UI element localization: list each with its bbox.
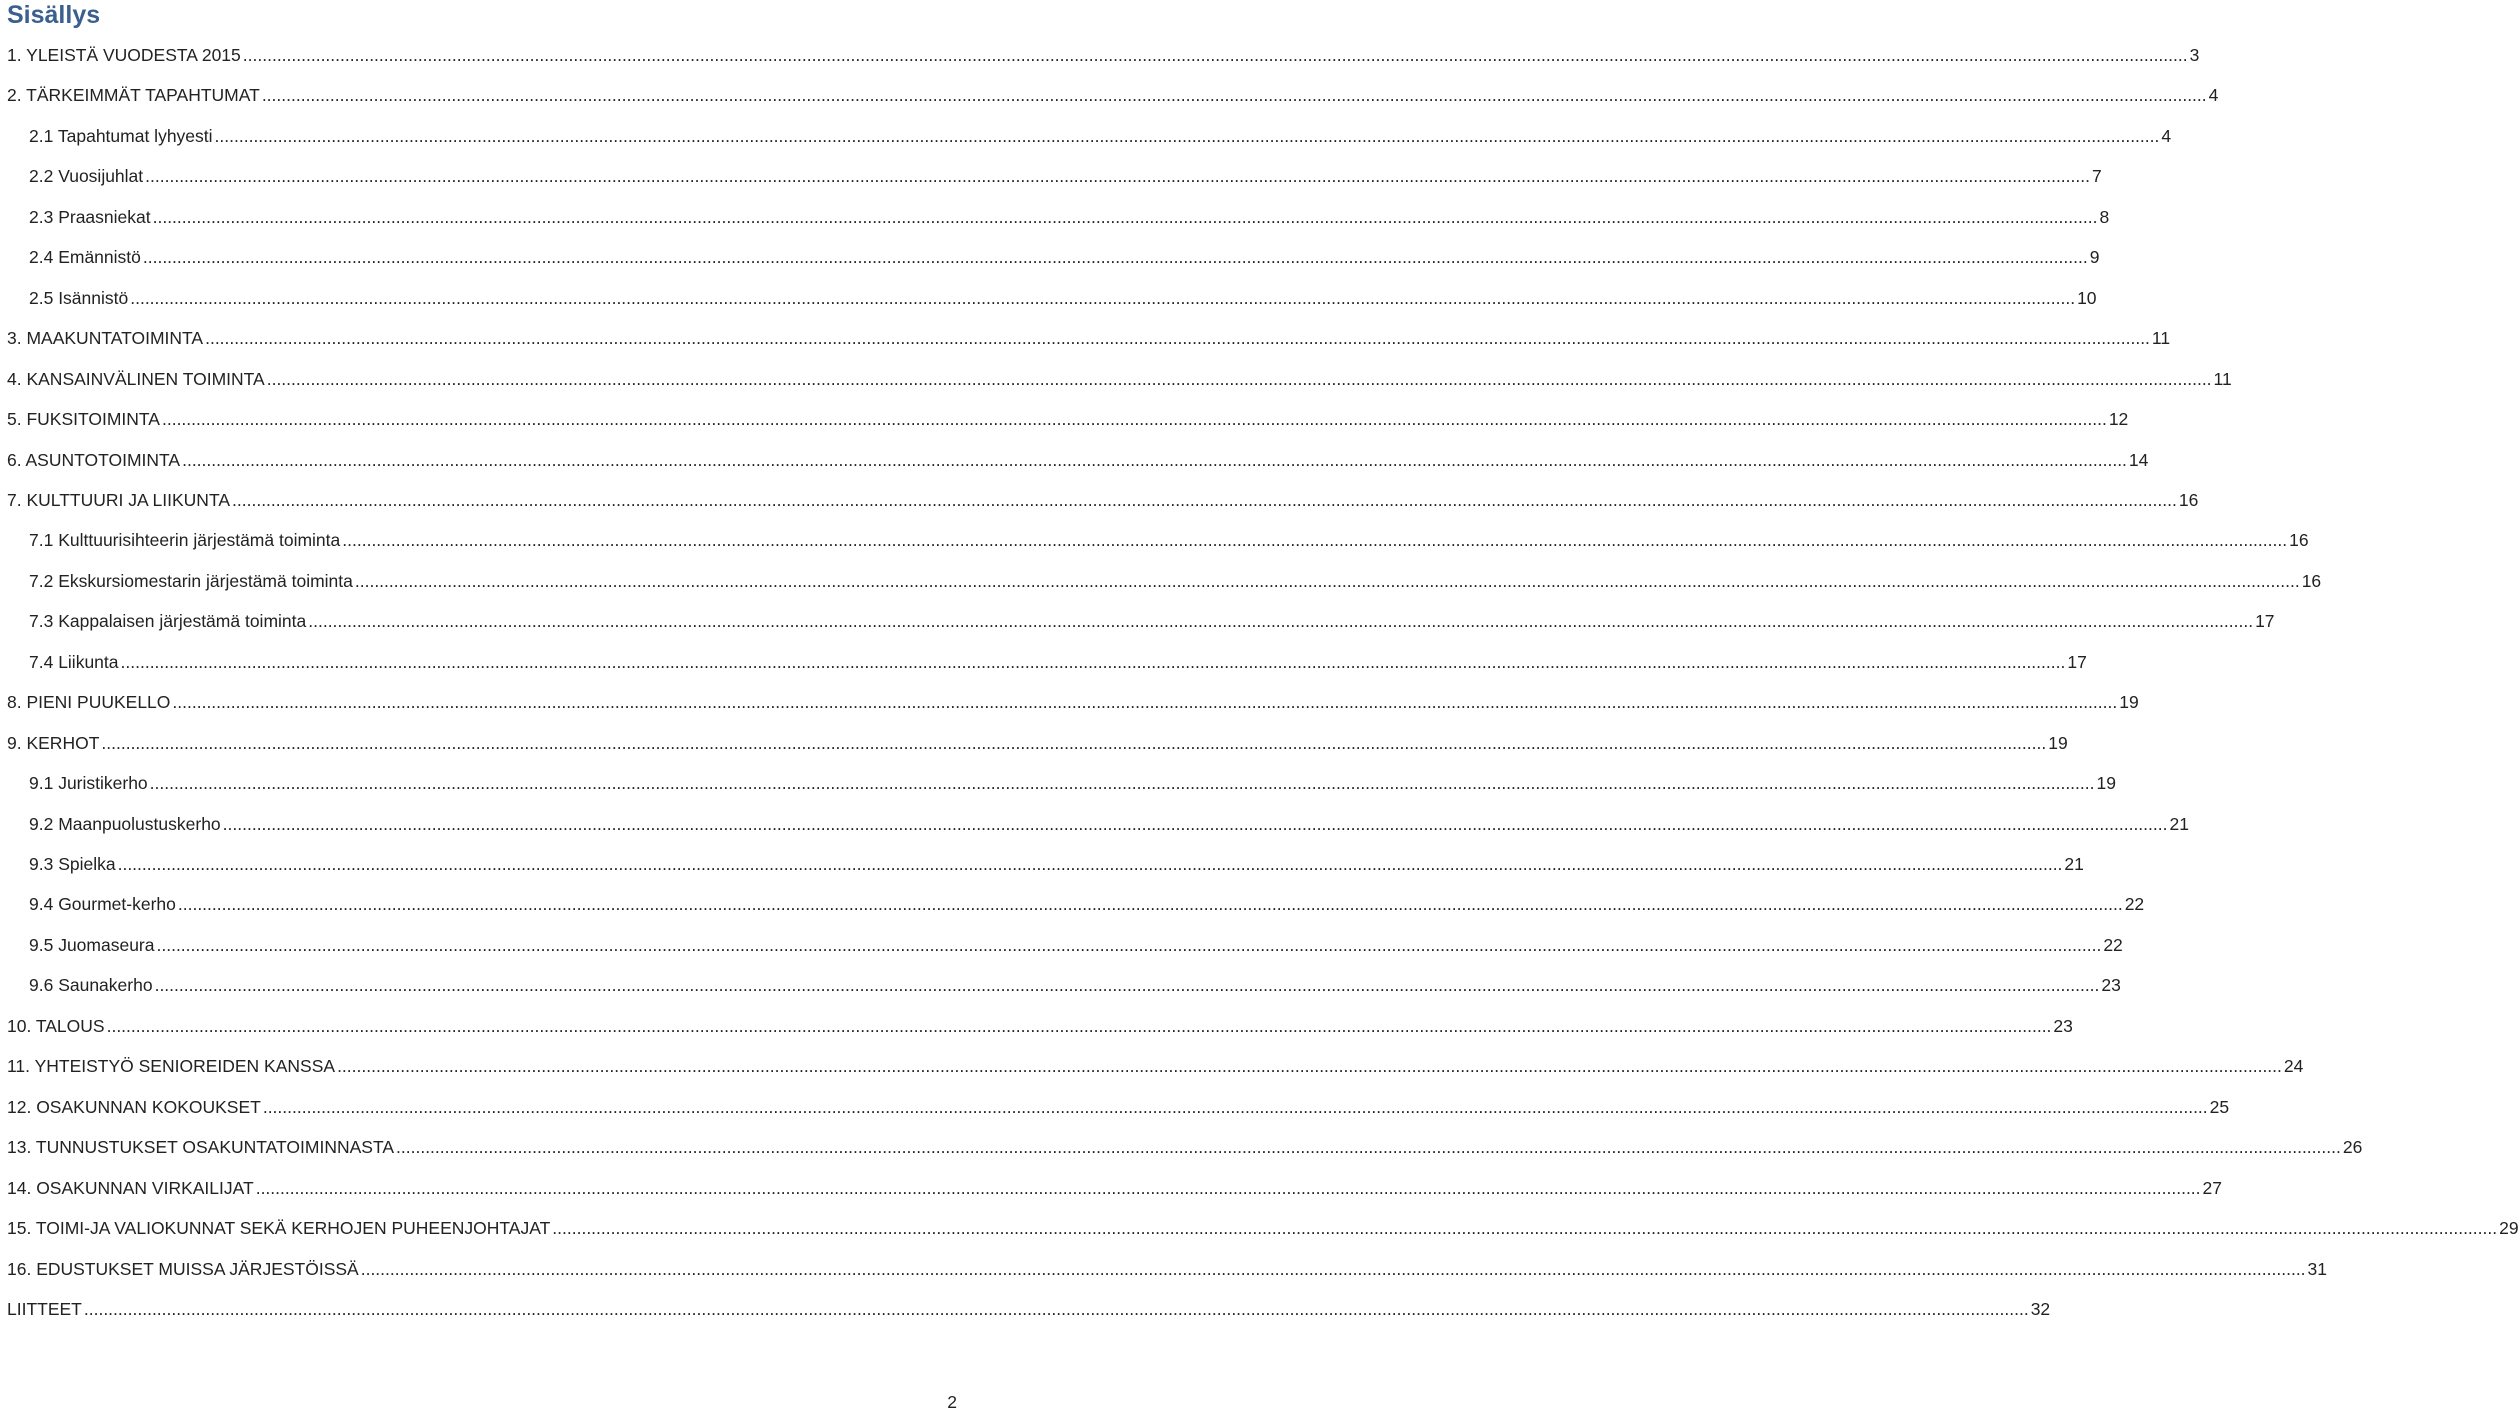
toc-entry-page: 11 — [2151, 328, 2171, 349]
page-number: 2 — [947, 1392, 957, 1412]
toc-dot-leader: ................................................................................................................................................................................................................................................................................................................................................................................................................ — [83, 1298, 2029, 1319]
toc-entry[interactable] — [7, 725, 2068, 755]
toc-entry-label: 2.3 Praasniekat — [29, 206, 151, 227]
toc-entry-label: 9. KERHOT — [7, 732, 100, 753]
toc-entry[interactable] — [29, 806, 2189, 836]
toc-dot-leader: ................................................................................................................................................................................................................................................................................................................................................................................................................ — [205, 328, 2150, 349]
toc-dot-leader: ................................................................................................................................................................................................................................................................................................................................................................................................................ — [152, 206, 2098, 227]
toc-entry-label: 16. EDUSTUKSET MUISSA JÄRJESTÖISSÄ — [7, 1258, 359, 1279]
toc-entry-label: 2.2 Vuosijuhlat — [29, 166, 144, 187]
toc-dot-leader: ................................................................................................................................................................................................................................................................................................................................................................................................................ — [255, 1177, 2201, 1198]
toc-entry[interactable] — [7, 77, 2219, 107]
toc-entry-page: 17 — [2067, 651, 2087, 672]
toc-entry-page: 19 — [2119, 692, 2139, 713]
toc-entry-label: 3. MAAKUNTATOIMINTA — [7, 328, 204, 349]
toc-dot-leader: ................................................................................................................................................................................................................................................................................................................................................................................................................ — [396, 1137, 2341, 1158]
toc-dot-leader: ................................................................................................................................................................................................................................................................................................................................................................................................................ — [154, 975, 2100, 996]
toc-entry[interactable] — [29, 522, 2309, 552]
toc-entry-page: 16 — [2289, 530, 2309, 551]
toc-entry[interactable] — [7, 1089, 2230, 1119]
toc-entry-page: 4 — [2161, 125, 2172, 146]
toc-dot-leader: ................................................................................................................................................................................................................................................................................................................................................................................................................ — [120, 651, 2066, 672]
toc-dot-leader: ................................................................................................................................................................................................................................................................................................................................................................................................................ — [149, 773, 2095, 794]
toc-entry[interactable] — [29, 927, 2123, 957]
toc-entry[interactable] — [29, 199, 2110, 229]
toc-entry[interactable] — [7, 684, 2139, 714]
toc-entry[interactable] — [29, 846, 2084, 876]
toc-entry-label: 9.2 Maanpuolustuskerho — [29, 813, 221, 834]
toc-entry[interactable] — [29, 563, 2322, 593]
toc-dot-leader: ................................................................................................................................................................................................................................................................................................................................................................................................................ — [145, 166, 2090, 187]
toc-entry-label: 12. OSAKUNNAN KOKOUKSET — [7, 1096, 261, 1117]
toc-entry-page: 9 — [2089, 247, 2100, 268]
toc-entry[interactable] — [29, 603, 2275, 633]
toc-entry-page: 16 — [2301, 570, 2322, 591]
toc-entry-page: 32 — [2030, 1298, 2051, 1319]
toc-entry-label: 9.6 Saunakerho — [29, 975, 153, 996]
toc-entry-page: 31 — [2307, 1258, 2328, 1279]
toc-entry-label: 2.5 Isännistö — [29, 287, 129, 308]
toc-entry[interactable] — [7, 1008, 2073, 1038]
toc-entry-label: LIITTEET — [7, 1298, 82, 1319]
toc-entry[interactable] — [29, 886, 2145, 916]
toc-entry-label: 2. TÄRKEIMMÄT TAPAHTUMAT — [7, 85, 260, 106]
toc-entry[interactable] — [7, 361, 2232, 391]
toc-dot-leader: ................................................................................................................................................................................................................................................................................................................................................................................................................ — [262, 1096, 2208, 1117]
toc-entry[interactable] — [29, 158, 2102, 188]
toc-dot-leader: ................................................................................................................................................................................................................................................................................................................................................................................................................ — [242, 45, 2188, 65]
toc-entry[interactable] — [7, 401, 2129, 431]
toc-dot-leader: ................................................................................................................................................................................................................................................................................................................................................................................................................ — [308, 611, 2254, 632]
toc-entry-label: 11. YHTEISTYÖ SENIOREIDEN KANSSA — [7, 1056, 336, 1077]
toc-entry-label: 9.5 Juomaseura — [29, 934, 155, 955]
toc-entry-label: 4. KANSAINVÄLINEN TOIMINTA — [7, 368, 265, 389]
toc-entry-page: 11 — [2213, 368, 2232, 389]
toc-dot-leader: ................................................................................................................................................................................................................................................................................................................................................................................................................ — [142, 247, 2088, 268]
toc-dot-leader: ................................................................................................................................................................................................................................................................................................................................................................................................................ — [222, 813, 2168, 834]
toc-entry-page: 12 — [2108, 409, 2129, 430]
toc-title: Sisällys — [7, 1, 101, 29]
toc-dot-leader: ................................................................................................................................................................................................................................................................................................................................................................................................................ — [266, 368, 2212, 389]
toc-entry-page: 21 — [2064, 854, 2084, 874]
toc-dot-leader: ................................................................................................................................................................................................................................................................................................................................................................................................................ — [261, 85, 2207, 106]
toc-entry-label: 7.2 Ekskursiomestarin järjestämä toiminta — [29, 570, 353, 591]
toc-entry-page: 22 — [2124, 894, 2145, 915]
toc-entry-label: 7.1 Kulttuurisihteerin järjestämä toiminta — [29, 530, 341, 551]
toc-entry[interactable] — [29, 280, 2097, 310]
toc-entry-page: 23 — [2053, 1015, 2073, 1036]
toc-entry-page: 21 — [2169, 813, 2189, 834]
toc-entry[interactable] — [7, 1251, 2328, 1281]
toc-dot-leader: ................................................................................................................................................................................................................................................................................................................................................................................................................ — [156, 934, 2102, 955]
toc-entry-label: 14. OSAKUNNAN VIRKAILIJAT — [7, 1177, 254, 1198]
toc-entry-label: 2.4 Emännistö — [29, 247, 141, 268]
toc-entry[interactable] — [29, 967, 2121, 997]
toc-entry[interactable] — [7, 1210, 2519, 1240]
toc-entry-page: 24 — [2283, 1056, 2304, 1077]
toc-entry-label: 9.3 Spielka — [29, 854, 116, 874]
toc-entry[interactable] — [7, 37, 2200, 67]
toc-dot-leader: ................................................................................................................................................................................................................................................................................................................................................................................................................ — [172, 692, 2118, 713]
toc-entry-page: 14 — [2128, 449, 2149, 470]
toc-dot-leader: ................................................................................................................................................................................................................................................................................................................................................................................................................ — [117, 854, 2063, 874]
toc-entry-page: 29 — [2499, 1218, 2519, 1239]
toc-dot-leader: ................................................................................................................................................................................................................................................................................................................................................................................................................ — [161, 409, 2107, 430]
toc-dot-leader: ................................................................................................................................................................................................................................................................................................................................................................................................................ — [354, 570, 2300, 591]
toc-entry-page: 7 — [2091, 166, 2102, 187]
toc-dot-leader: ................................................................................................................................................................................................................................................................................................................................................................................................................ — [342, 530, 2288, 551]
toc-entry-label: 6. ASUNTOTOIMINTA — [7, 449, 181, 470]
toc-entry[interactable] — [29, 118, 2172, 148]
toc-entry[interactable] — [7, 320, 2171, 350]
toc-entry-page: 19 — [2048, 732, 2068, 753]
toc-entry[interactable] — [7, 482, 2199, 512]
toc-entry-page: 17 — [2255, 611, 2275, 632]
toc-entry-page: 27 — [2202, 1177, 2222, 1198]
toc-entry-label: 7.3 Kappalaisen järjestämä toiminta — [29, 611, 307, 632]
toc-entry[interactable] — [29, 644, 2087, 674]
toc-dot-leader: ................................................................................................................................................................................................................................................................................................................................................................................................................ — [360, 1258, 2306, 1279]
toc-entry-page: 10 — [2077, 287, 2097, 308]
toc-entry[interactable] — [29, 239, 2100, 269]
toc-entry-page: 16 — [2178, 489, 2199, 510]
toc-dot-leader: ................................................................................................................................................................................................................................................................................................................................................................................................................ — [552, 1218, 2498, 1239]
toc-dot-leader: ................................................................................................................................................................................................................................................................................................................................................................................................................ — [130, 287, 2076, 308]
toc-entry-label: 2.1 Tapahtumat lyhyesti — [29, 125, 213, 146]
toc-dot-leader: ................................................................................................................................................................................................................................................................................................................................................................................................................ — [337, 1056, 2282, 1077]
toc-entry[interactable] — [7, 442, 2149, 472]
toc-entry[interactable] — [7, 1291, 2051, 1321]
toc-entry-label: 1. YLEISTÄ VUODESTA 2015 — [7, 45, 241, 65]
toc-dot-leader: ................................................................................................................................................................................................................................................................................................................................................................................................................ — [101, 732, 2047, 753]
toc-entry-label: 7.4 Liikunta — [29, 651, 119, 672]
toc-dot-leader: ................................................................................................................................................................................................................................................................................................................................................................................................................ — [182, 449, 2127, 470]
toc-entry-label: 5. FUKSITOIMINTA — [7, 409, 160, 430]
toc-entry-label: 15. TOIMI-JA VALIOKUNNAT SEKÄ KERHOJEN PUHEENJOHTAJAT — [7, 1218, 551, 1239]
toc-dot-leader: ................................................................................................................................................................................................................................................................................................................................................................................................................ — [232, 489, 2177, 510]
toc-dot-leader: ................................................................................................................................................................................................................................................................................................................................................................................................................ — [214, 125, 2160, 146]
toc-entry-label: 7. KULTTUURI JA LIIKUNTA — [7, 489, 231, 510]
toc-entry-page: 22 — [2103, 934, 2123, 955]
toc-entry-page: 8 — [2099, 206, 2110, 227]
toc-dot-leader: ................................................................................................................................................................................................................................................................................................................................................................................................................ — [177, 894, 2123, 915]
toc-entry-page: 23 — [2101, 975, 2121, 996]
toc-entry-label: 8. PIENI PUUKELLO — [7, 692, 171, 713]
toc-entry[interactable] — [7, 1129, 2363, 1159]
toc-entry-label: 9.1 Juristikerho — [29, 773, 148, 794]
toc-entry-label: 13. TUNNUSTUKSET OSAKUNTATOIMINNASTA — [7, 1137, 395, 1158]
toc-entry-page: 4 — [2208, 85, 2219, 106]
toc-entry-label: 9.4 Gourmet-kerho — [29, 894, 176, 915]
toc-entry-page: 26 — [2342, 1137, 2363, 1158]
toc-entry[interactable] — [7, 1048, 2304, 1078]
toc-entry-page: 25 — [2209, 1096, 2230, 1117]
toc-entry-page: 3 — [2189, 45, 2200, 65]
toc-entry-page: 19 — [2096, 773, 2116, 794]
toc-entry-label: 10. TALOUS — [7, 1015, 105, 1036]
toc-dot-leader: ................................................................................................................................................................................................................................................................................................................................................................................................................ — [106, 1015, 2052, 1036]
toc-entry[interactable] — [29, 765, 2116, 795]
toc-entry[interactable] — [7, 1170, 2222, 1200]
